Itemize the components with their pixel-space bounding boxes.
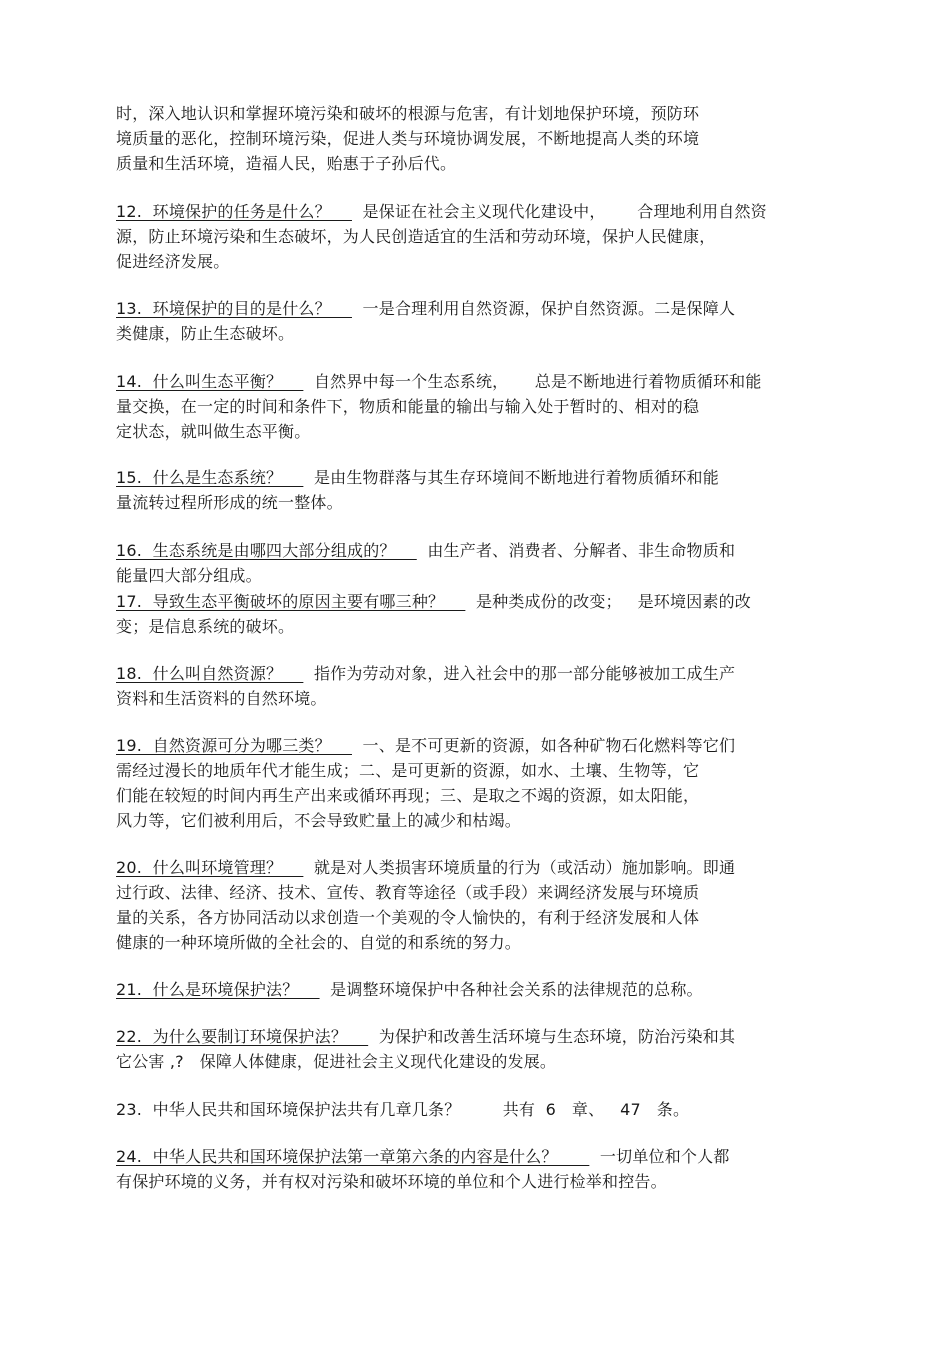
qa-item-19: [116, 733, 816, 833]
qa-item-12: [116, 199, 816, 274]
qa-first-line: [116, 977, 816, 1002]
qa-item-21: [116, 977, 816, 1002]
answer-line: 量流转过程所形成的统一整体。: [116, 493, 343, 512]
answer-text: 是调整环境保护中各种社会关系的法律规范的总称。: [319, 980, 703, 999]
intro-paragraph: [116, 101, 816, 176]
answer-line: 需经过漫长的地质年代才能生成；二、是可更新的资源，如水、土壤、生物等，它: [116, 761, 700, 780]
question-text: 16. 生态系统是由哪四大部分组成的？: [116, 541, 417, 560]
qa-first-line: [116, 1144, 816, 1169]
answer-line: 有保护环境的义务，并有权对污染和破坏环境的单位和个人进行检举和控告。: [116, 1172, 667, 1191]
qa-item-23: [116, 1097, 816, 1122]
answer-line: 们能在较短的时间内再生产出来或循环再现；三、是取之不竭的资源，如太阳能，: [116, 786, 700, 805]
answer-line: 定状态，就叫做生态平衡。: [116, 422, 311, 441]
answer-text: 就是对人类损害环境质量的行为（或活动）施加影响。即通: [303, 858, 736, 877]
qa-item-18: [116, 661, 816, 711]
answer-text: 为保护和改善生活环境与生态环境，防治污染和其: [368, 1027, 736, 1046]
qa-item-24: [116, 1144, 816, 1194]
answer-line: 促进经济发展。: [116, 252, 230, 271]
answer-text: 指作为劳动对象，进入社会中的那一部分能够被加工成生产: [303, 664, 736, 683]
qa-first-line: [116, 1024, 816, 1049]
answer-text: 一切单位和个人都: [589, 1147, 730, 1166]
answer-line: 健康的一种环境所做的全社会的、自觉的和系统的努力。: [116, 933, 522, 952]
qa-first-line: [116, 296, 816, 321]
qa-item-20: [116, 855, 816, 955]
qa-first-line: [116, 1097, 816, 1122]
answer-line: 变；是信息系统的破坏。: [116, 617, 295, 636]
answer-text: 是保证在社会主义现代化建设中， 合理地利用自然资: [351, 202, 767, 221]
qa-first-line: [116, 465, 816, 490]
answer-line: 量交换，在一定的时间和条件下，物质和能量的输出与输入处于暂时的、相对的稳: [116, 397, 700, 416]
question-text: 20. 什么叫环境管理？: [116, 858, 304, 877]
question-text: 17. 导致生态平衡破坏的原因主要有哪三种？: [116, 592, 466, 611]
answer-line: 量的关系，各方协同活动以求创造一个美观的令人愉快的，有利于经济发展和人体: [116, 908, 700, 927]
question-text: 14. 什么叫生态平衡？: [116, 372, 304, 391]
qa-first-line: [116, 369, 816, 394]
answer-line: 类健康，防止生态破坏。: [116, 324, 295, 343]
answer-line: 过行政、法律、经济、技术、宣传、教育等途径（或手段）来调经济发展与环境质: [116, 883, 700, 902]
question-text: 22. 为什么要制订环境保护法？: [116, 1027, 369, 1046]
answer-line: 资料和生活资料的自然环境。: [116, 689, 327, 708]
answer-text: 一、是不可更新的资源，如各种矿物石化燃料等它们: [351, 736, 736, 755]
qa-first-line: [116, 661, 816, 686]
answer-text: 23. 中华人民共和国环境保护法共有几章几条？ 共有 6 章、 47 条。: [116, 1100, 690, 1119]
question-text: 18. 什么叫自然资源？: [116, 664, 304, 683]
question-text: 19. 自然资源可分为哪三类？: [116, 736, 352, 755]
answer-line: 源，防止环境污染和生态破坏，为人民创造适宜的生活和劳动环境，保护人民健康，: [116, 227, 716, 246]
question-text: 15. 什么是生态系统？: [116, 468, 304, 487]
qa-item-15: [116, 465, 816, 515]
qa-item-17: [116, 589, 816, 639]
question-text: 12. 环境保护的任务是什么？: [116, 202, 352, 221]
question-text: 24. 中华人民共和国环境保护法第一章第六条的内容是什么？: [116, 1147, 590, 1166]
answer-text: 一是合理利用自然资源，保护自然资源。二是保障人: [351, 299, 736, 318]
qa-first-line: [116, 589, 816, 614]
question-text: 21. 什么是环境保护法？: [116, 980, 320, 999]
answer-line: 它公害 ,? 保障人体健康，促进社会主义现代化建设的发展。: [116, 1052, 557, 1071]
qa-first-line: [116, 855, 816, 880]
qa-item-13: [116, 296, 816, 346]
qa-first-line: [116, 199, 816, 224]
answer-text: 是种类成份的改变； 是环境因素的改: [465, 592, 752, 611]
answer-line: 能量四大部分组成。: [116, 566, 262, 585]
answer-text: 由生产者、消费者、分解者、非生命物质和: [416, 541, 736, 560]
qa-first-line: [116, 733, 816, 758]
qa-item-14: [116, 369, 816, 444]
qa-item-22: [116, 1024, 816, 1074]
text-line: 时，深入地认识和掌握环境污染和破坏的根源与危害，有计划地保护环境，预防环: [116, 104, 700, 123]
qa-first-line: [116, 538, 816, 563]
answer-text: 自然界中每一个生态系统， 总是不断地进行着物质循环和能: [303, 372, 762, 391]
question-text: 13. 环境保护的目的是什么？: [116, 299, 352, 318]
qa-item-16: [116, 538, 816, 588]
text-line: 质量和生活环境，造福人民，贻惠于子孙后代。: [116, 154, 457, 173]
text-line: 境质量的恶化，控制环境污染，促进人类与环境协调发展，不断地提高人类的环境: [116, 129, 700, 148]
answer-text: 是由生物群落与其生存环境间不断地进行着物质循环和能: [303, 468, 719, 487]
answer-line: 风力等，它们被利用后，不会导致贮量上的减少和枯竭。: [116, 811, 522, 830]
